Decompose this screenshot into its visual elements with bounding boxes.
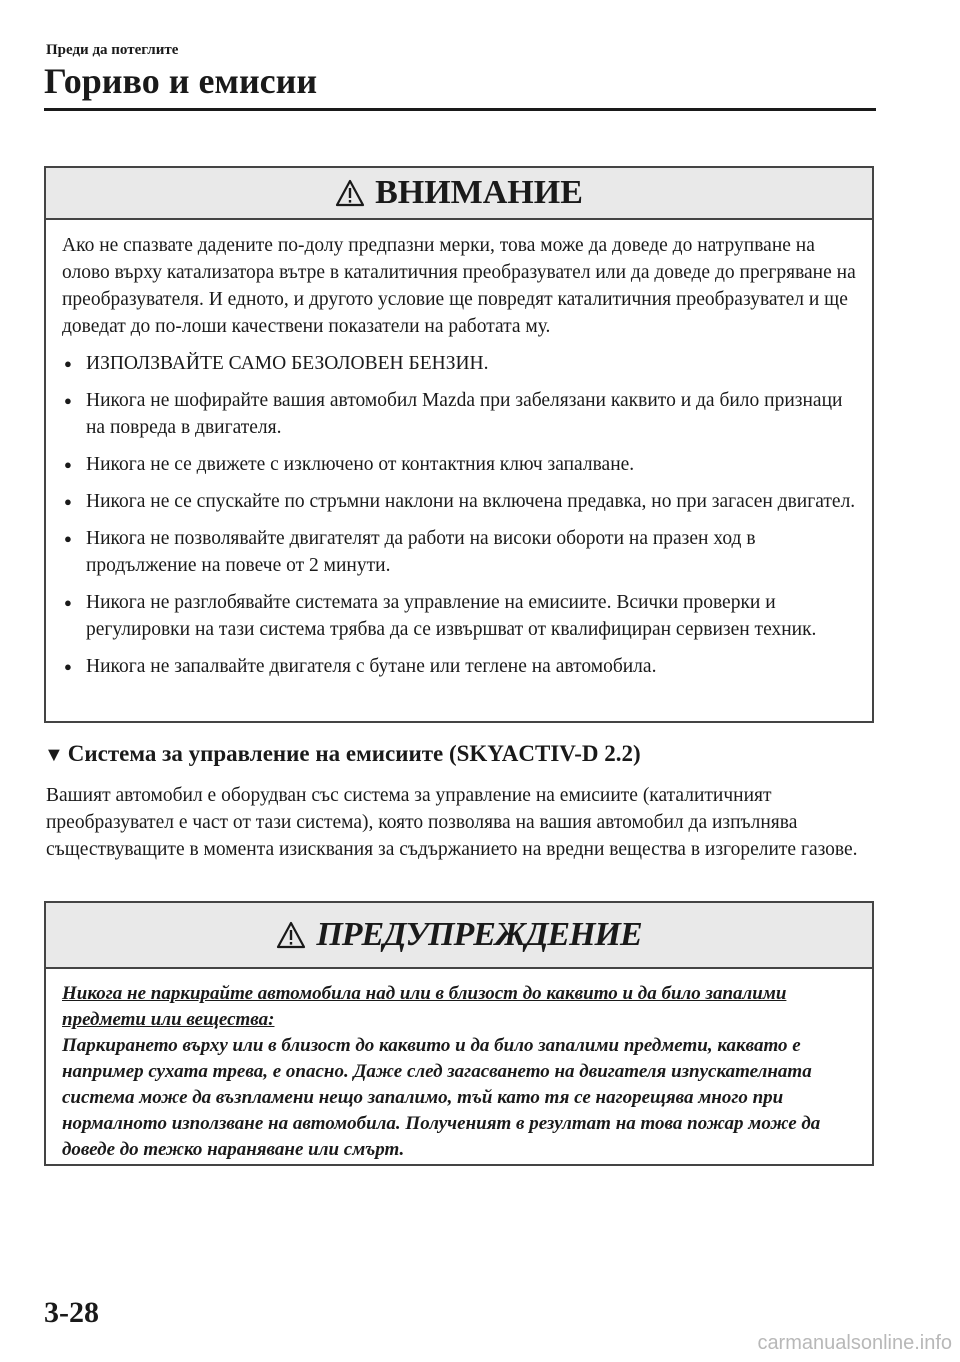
triangle-down-icon: ▼ [44,744,64,766]
watermark: carmanualsonline.info [757,1332,952,1354]
warning-text: Паркирането върху или в близост до каквито и да било запалими предмети, каквато е например сухата трева, е опасно. Даже след загасването на двигателя изпускателната система може да възпламени нещо запалимо, тъй като тя се нагорещява много при нормалното използване на автомобила. Полученият в резултат на това пожар може да доведе до тежко нараняване или смърт. [62,1035,821,1160]
caution-header [46,168,872,220]
warning-body [46,969,872,1163]
warning-heading: Никога не паркирайте автомобила над или в близост до каквито и да било запалими предмети или вещества: [62,983,787,1030]
section-body: Вашият автомобил е оборудван със система за управление на емисиите (каталитичният преобразувател е част от тази система), която позволява на вашия автомобил да изпълнява съществуващите в момента изисквания за съдържанието на вредни вещества в изгорелите газове. [46,785,858,860]
warning-header [46,903,872,969]
warning-label: ПРЕДУПРЕЖДЕНИЕ [316,916,642,953]
list-item: ● Никога не позволявайте двигателят да работи на високи обороти на празен ход в продължение на повече от 2 минути. [62,525,857,579]
list-item: ● Никога не разглобявайте системата за управление на емисиите. Всички проверки и регулировки на тази система трябва да се извършват от квалифициран сервизен техник. [62,589,857,643]
page-title: Гориво и емисии [44,61,318,101]
caution-body [46,220,872,680]
list-item: ● ИЗПОЛЗВАЙТЕ САМО БЕЗОЛОВЕН БЕНЗИН. [62,350,857,377]
list-item: ● Никога не шофирайте вашия автомобил Mazda при забелязани каквито и да било признаци на повреда в двигателя. [62,387,857,441]
caution-label: ВНИМАНИЕ [375,174,583,211]
breadcrumb: Преди да потеглите [46,42,179,58]
title-rule [44,108,876,111]
warning-triangle-icon [335,179,365,207]
section-title-text: Система за управление на емисиите (SKYACTIV-D 2.2) [67,741,641,766]
list-item: ● Никога не се движете с изключено от контактния ключ запалване. [62,451,857,478]
caution-intro: Ако не спазвате дадените по-долу предпазни мерки, това може да доведе до натрупване на олово върху катализатора вътре в каталитичния преобразувател или да доведе до прегряване на преобразувателя. И едното, и другото условие ще повредят каталитичния преобразувател и ще доведат до по-лоши качествени показатели на работата му. [62,235,856,337]
list-item: ● Никога не запалвайте двигателя с бутане или теглене на автомобила. [62,653,857,680]
page-number: 3-28 [44,1296,99,1329]
list-item: ● Никога не се спускайте по стръмни наклони на включена предавка, но при загасен двигател. [62,488,857,515]
warning-triangle-icon [276,921,306,949]
warning-box [44,901,874,1166]
caution-list [62,350,857,680]
section-title [44,740,641,769]
caution-box [44,166,874,723]
